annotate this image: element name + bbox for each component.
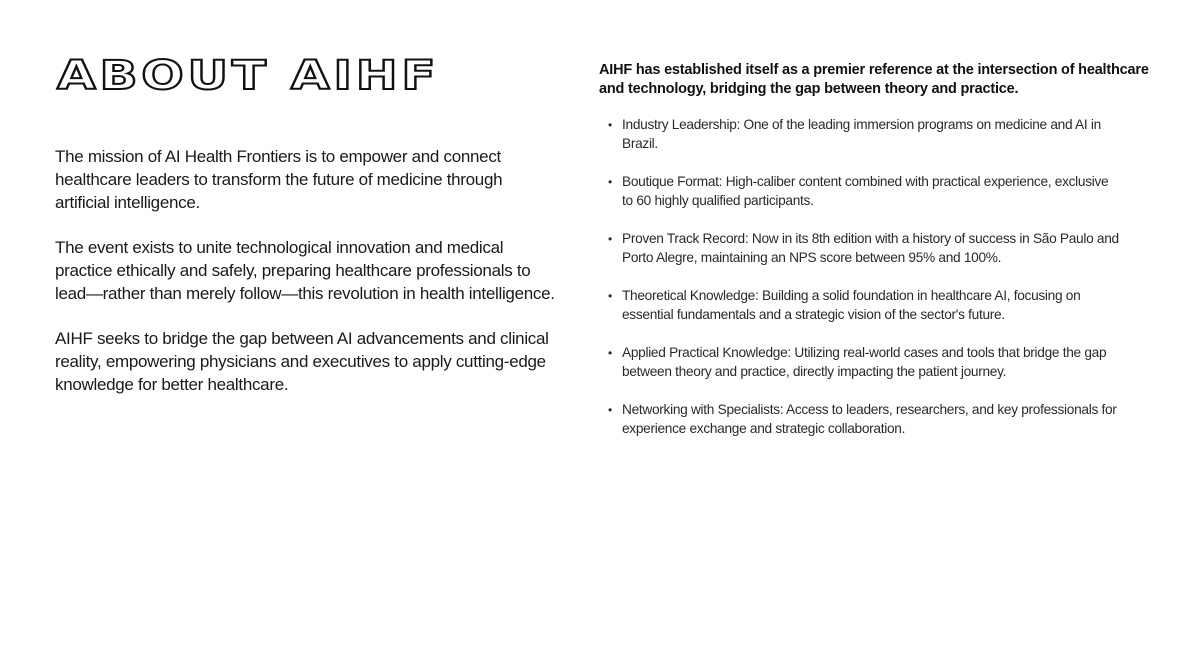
- bullet-icon: •: [608, 232, 612, 246]
- list-item: [608, 401, 1122, 438]
- bullet-icon: •: [608, 289, 612, 303]
- purpose-paragraph: The event exists to unite technological innovation and medical practice ethically and safely, preparing healthcare professionals to lead—rather than merely follow—this revolution in health intelligence.: [55, 238, 555, 303]
- list-item: [608, 230, 1122, 267]
- goal-paragraph: AIHF seeks to bridge the gap between AI advancements and clinical reality, empowering physicians and executives to apply cutting-edge knowledge for better healthcare.: [55, 329, 549, 394]
- list-item-text: Proven Track Record: Now in its 8th edition with a history of success in São Paulo and Porto Alegre, maintaining an NPS score between 95% and 100%.: [622, 231, 1119, 265]
- about-section: [55, 145, 555, 418]
- list-item: [608, 116, 1122, 153]
- page-title: ABOUT AIHF: [57, 53, 440, 99]
- list-item-text: Industry Leadership: One of the leading immersion programs on medicine and AI in Brazil.: [622, 117, 1101, 151]
- highlights-intro: AIHF has established itself as a premier reference at the intersection of healthcare and technology, bridging the gap between theory and practice.: [599, 62, 1149, 97]
- bullet-icon: •: [608, 403, 612, 417]
- bullet-icon: •: [608, 118, 612, 132]
- list-item: [608, 173, 1122, 210]
- bullet-icon: •: [608, 346, 612, 360]
- highlights-section: [599, 61, 1159, 458]
- highlights-list: [599, 116, 1159, 438]
- list-item-text: Boutique Format: High-caliber content combined with practical experience, exclusive to 60 highly qualified participants.: [622, 174, 1109, 208]
- list-item-text: Networking with Specialists: Access to leaders, researchers, and key professionals for experience exchange and strategic collaboration.: [622, 402, 1117, 436]
- list-item-text: Theoretical Knowledge: Building a solid foundation in healthcare AI, focusing on essential fundamentals and a strategic vision of the sector's future.: [622, 288, 1081, 322]
- list-item-text: Applied Practical Knowledge: Utilizing real-world cases and tools that bridge the gap between theory and practice, directly impacting the patient journey.: [622, 345, 1107, 379]
- list-item: [608, 344, 1122, 381]
- list-item: [608, 287, 1122, 324]
- bullet-icon: •: [608, 175, 612, 189]
- mission-paragraph: The mission of AI Health Frontiers is to empower and connect healthcare leaders to transform the future of medicine through artificial intelligence.: [55, 147, 503, 212]
